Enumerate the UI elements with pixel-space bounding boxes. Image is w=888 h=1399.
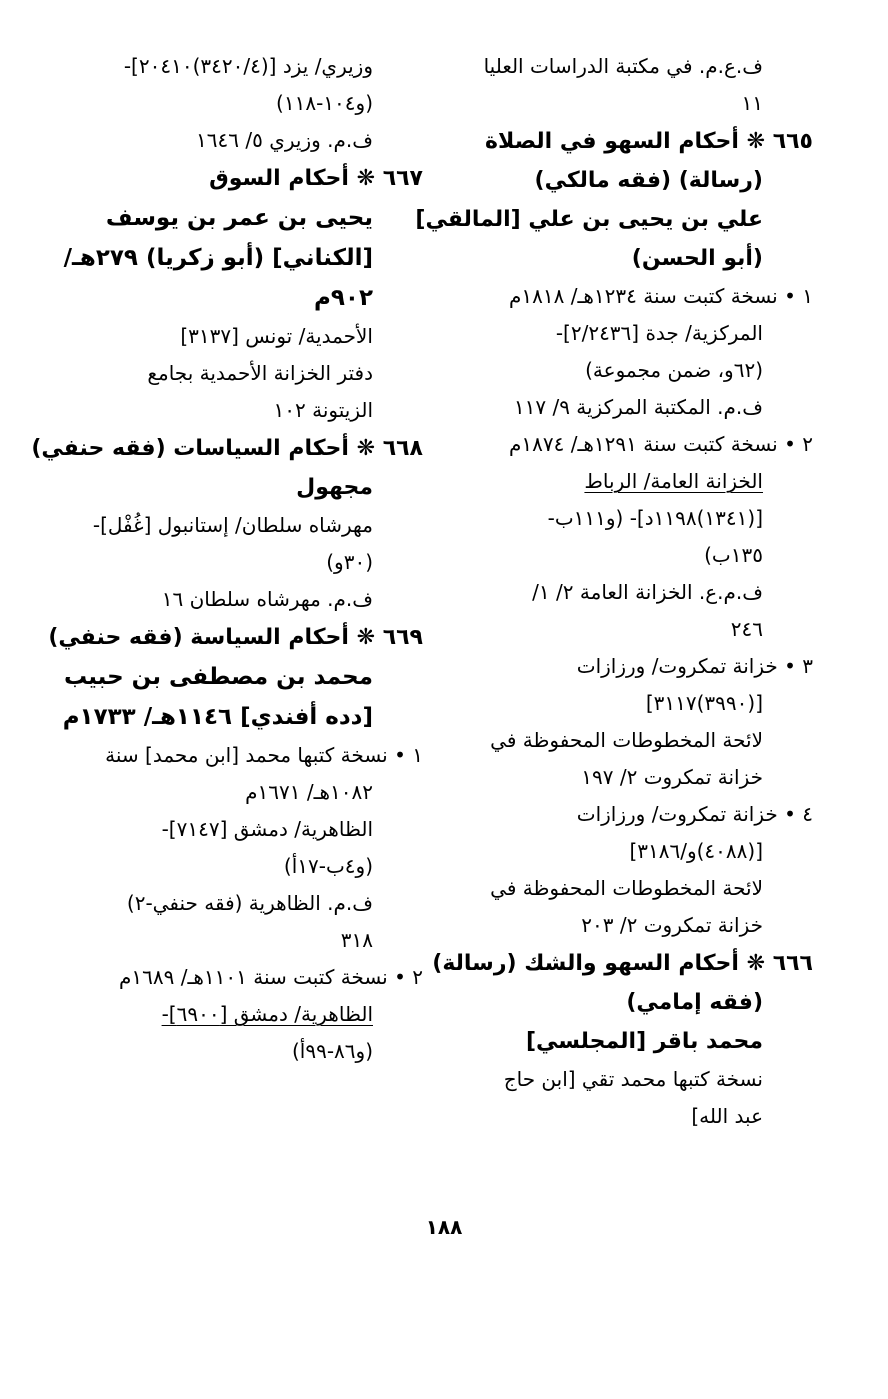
text-line: ٢٤٦ [730,617,763,641]
text-line: خزانة تمكروت ٢/ ١٩٧ [581,765,763,789]
text-line: (و١٠٤-١١٨) [276,91,373,115]
text-line: ف.ع.م. في مكتبة الدراسات العليا [483,54,763,78]
text-line: دفتر الخزانة الأحمدية بجامع [147,361,373,385]
text-line: عبد الله] [691,1104,763,1128]
text-line: يحيى بن عمر بن يوسف [105,205,373,231]
text-line: (أبو الحسن) [631,246,763,271]
text-line: ف.م. المكتبة المركزية ٩/ ١١٧ [513,395,763,419]
text-line: ١ • نسخة كتبها محمد [ابن محمد] سنة [105,743,423,767]
text-line: ف.م.ع. الخزانة العامة ٢/ ١/ [532,580,763,604]
text-line: ٢ • نسخة كتبت سنة ١٢٩١هـ/ ١٨٧٤م [509,432,813,456]
text-line: الظاهرية/ دمشق [٧١٤٧]- [161,817,373,841]
text-line: ١٠٨٢هـ/ ١٦٧١م [245,780,373,804]
text-line: ف.م. وزيري ٥/ ١٦٤٦ [196,128,373,152]
text-line: (و٨٦-٩٩أ) [291,1039,373,1063]
text-line: محمد باقر [المجلسي] [525,1029,763,1054]
text-line: (و٤ب-١٧أ) [283,854,373,878]
text-line: الظاهرية/ دمشق [٦٩٠٠]- [161,1002,373,1026]
page-number: ١٨٨ [425,1215,463,1239]
text-line: لائحة المخطوطات المحفوظة في [490,728,763,752]
text-line: ٣ • خزانة تمكروت/ ورزازات [576,654,813,678]
text-line: المركزية/ جدة [٢/٢٤٣٦]- [555,321,763,345]
text-line: ٢ • نسخة كتبت سنة ١١٠١هـ/ ١٦٨٩م [119,965,423,989]
text-line: [الكناني] (أبو زكريا) ٢٧٩هـ/ [63,245,373,271]
left-column [31,48,423,1070]
right-column [415,48,813,1135]
text-line: مجهول [296,475,373,500]
text-line: مهرشاه سلطان/ إستانبول [غُفْل]- [92,513,373,537]
text-line: ٦٦٩ ❋ أحكام السياسة (فقه حنفي) [48,625,423,650]
text-line: ١ • نسخة كتبت سنة ١٢٣٤هـ/ ١٨١٨م [509,284,813,308]
text-line: ف.م. مهرشاه سلطان ١٦ [161,587,373,611]
text-line: ف.م. الظاهرية (فقه حنفي-٢) [126,891,373,915]
text-line: علي بن يحيى بن علي [المالقي] [415,207,763,232]
text-line: (فقه إمامي) [626,990,763,1015]
text-line: (٣٠و) [326,550,373,574]
text-line: (٦٢و، ضمن مجموعة) [585,358,763,382]
text-line: لائحة المخطوطات المحفوظة في [490,876,763,900]
text-line: الزيتونة ١٠٢ [273,398,373,422]
text-line: ٤ • خزانة تمكروت/ ورزازات [576,802,813,826]
text-line: نسخة كتبها محمد تقي [ابن حاج [503,1067,763,1091]
text-line: ٦٦٥ ❋ أحكام السهو في الصلاة [485,129,813,154]
text-line: الأحمدية/ تونس [٣١٣٧] [180,324,373,348]
text-line: ٩٠٢م [314,285,373,311]
text-line: [(٤٠٨٨)و/٣١٨٦] [629,839,763,863]
text-line: [دده أفندي] ١١٤٦هـ/ ١٧٣٣م [62,704,373,730]
text-line: الخزانة العامة/ الرباط [584,469,763,493]
text-line: محمد بن مصطفى بن حبيب [63,664,373,690]
text-line: ١٣٥ب) [704,543,763,567]
text-line: ١١ [741,91,763,115]
text-line: ٣١٨ [340,928,373,952]
text-line: خزانة تمكروت ٢/ ٢٠٣ [581,913,763,937]
text-line: [(٣٩٩٠)٣١١٧] [645,691,763,715]
text-line: (رسالة) (فقه مالكي) [534,168,763,193]
text-line: ٦٦٧ ❋ أحكام السوق [209,166,423,191]
text-line: وزيري/ يزد [(٣٤٢٠/٤)٢٠٤١٠]- [123,54,373,78]
text-line: [(١٣٤١)١١٩٨د]- (و١١١ب- [547,506,763,530]
text-line: ٦٦٨ ❋ أحكام السياسات (فقه حنفي) [31,436,423,461]
text-line: ٦٦٦ ❋ أحكام السهو والشك (رسالة) [432,951,813,976]
